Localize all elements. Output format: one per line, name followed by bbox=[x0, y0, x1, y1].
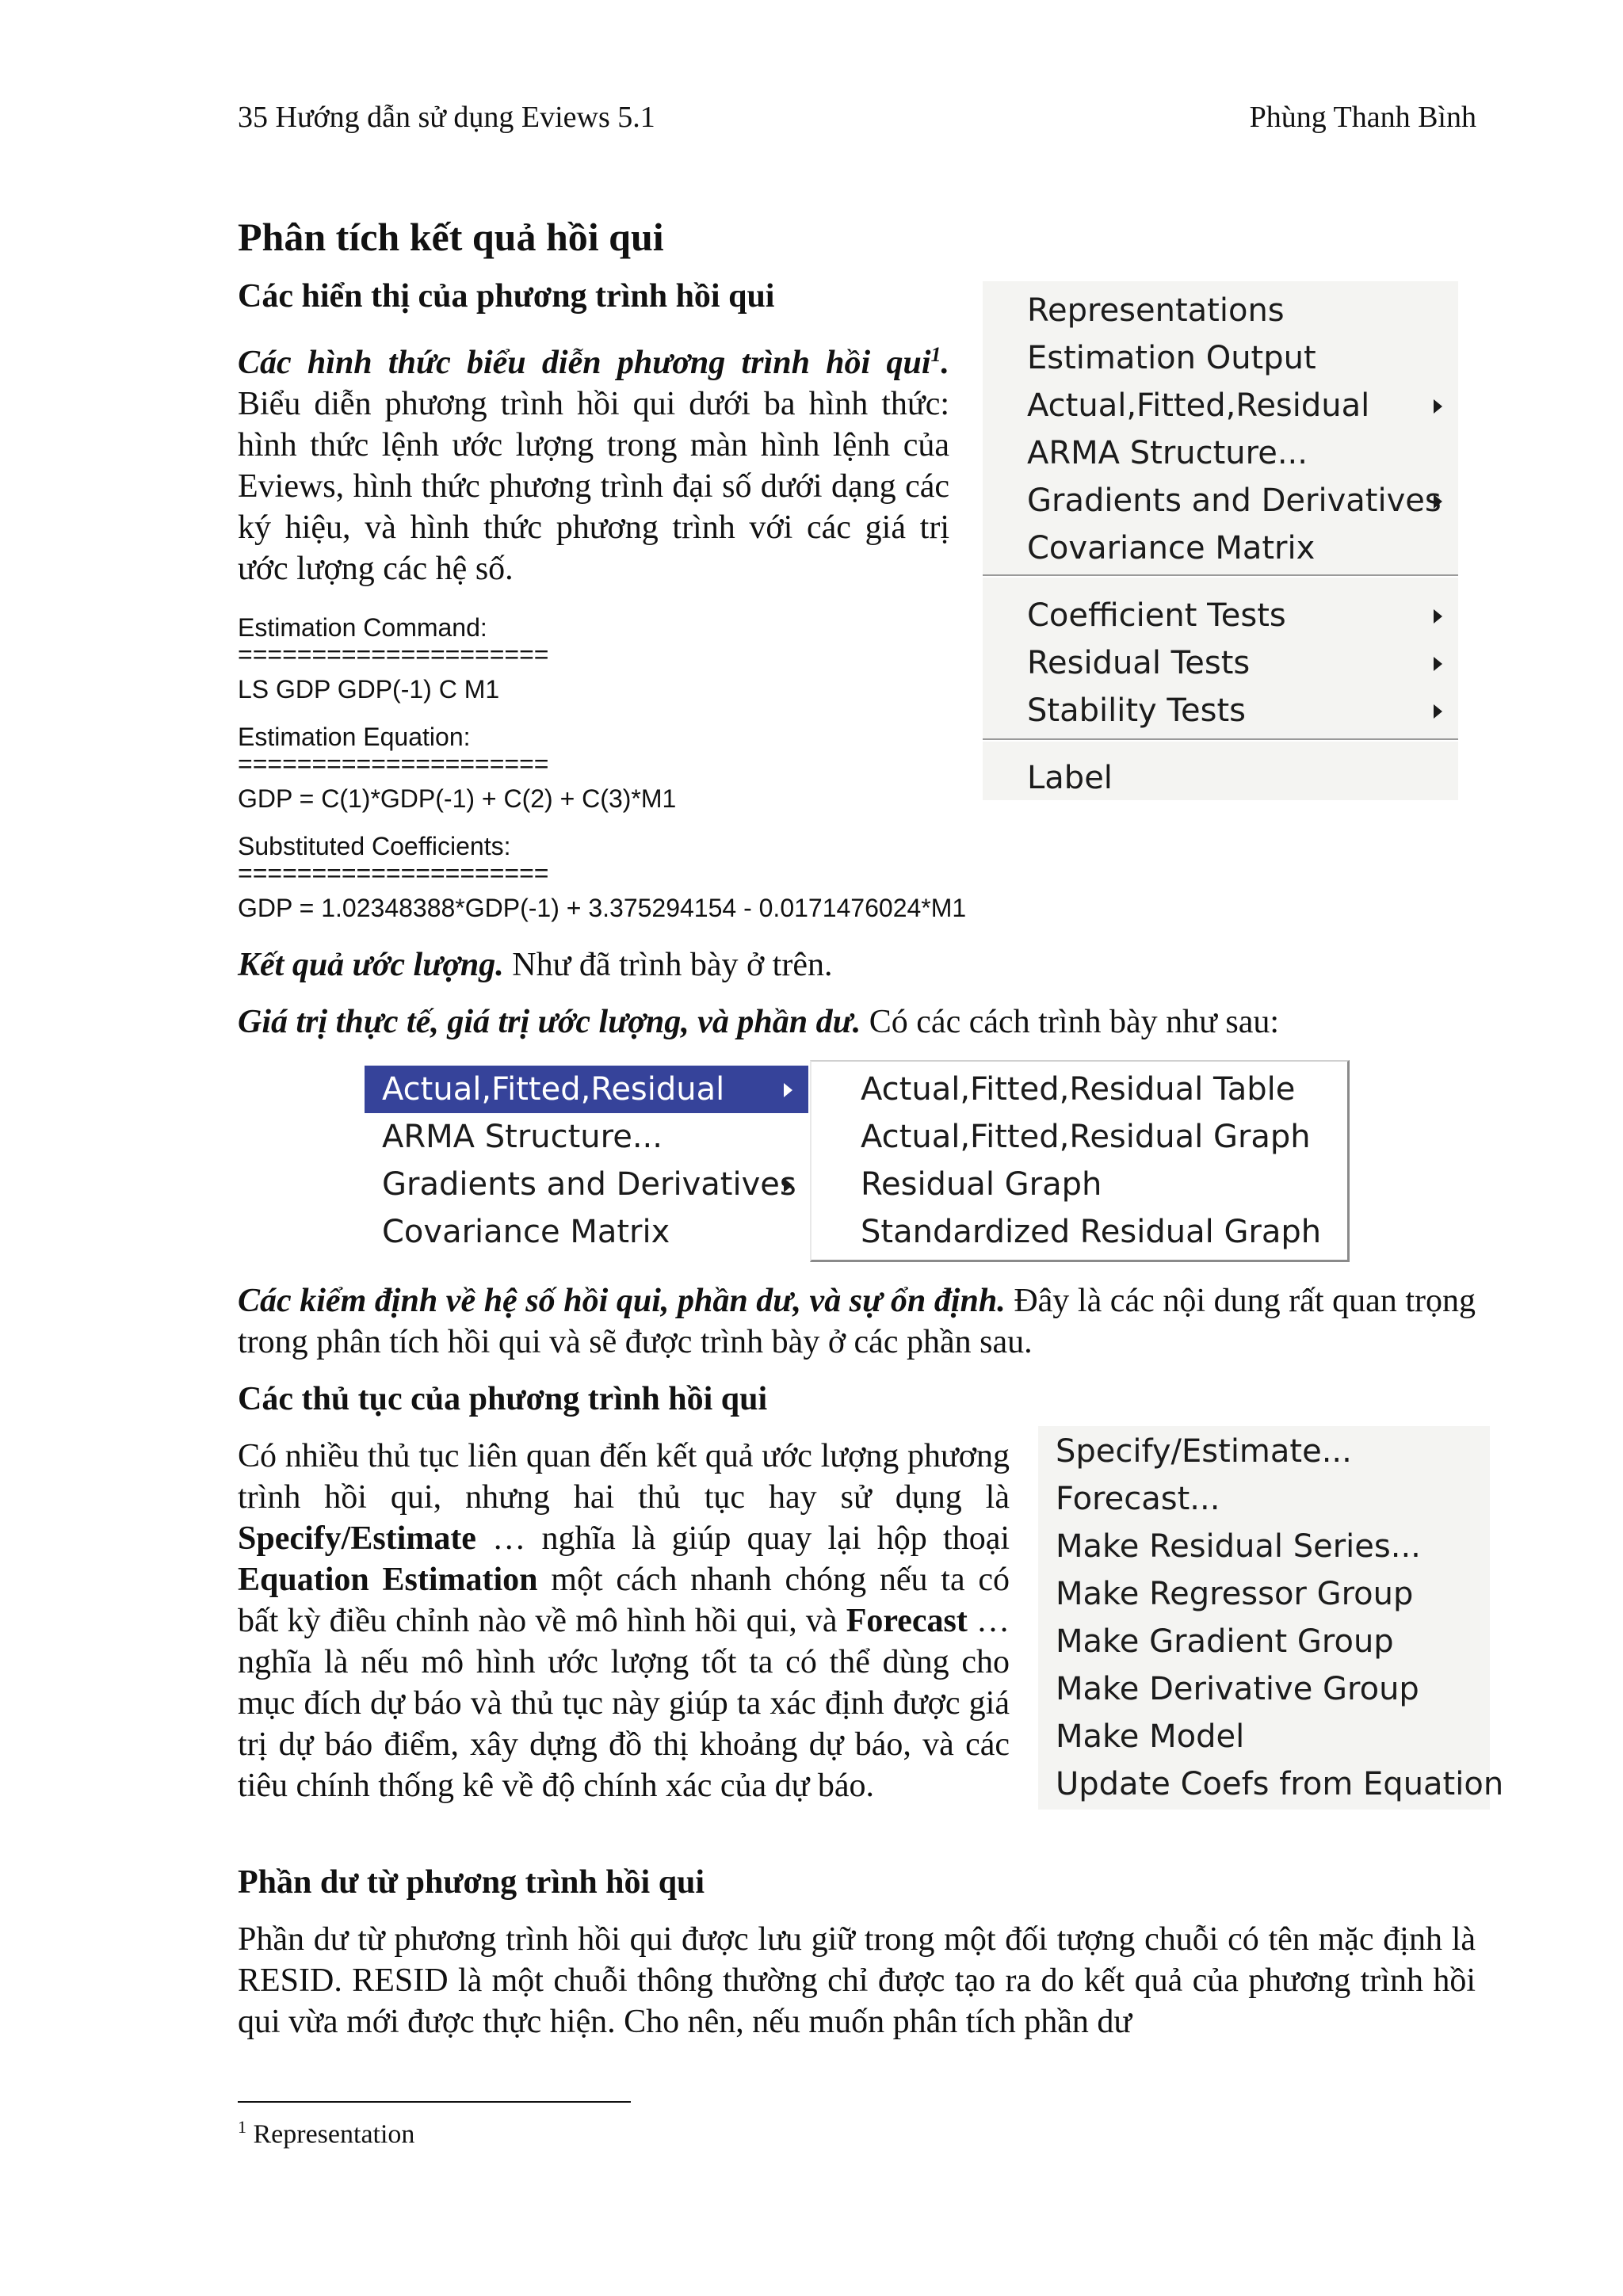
menu-item-residual-tests[interactable]: Residual Tests bbox=[983, 639, 1458, 687]
procs-menu bbox=[1038, 1426, 1504, 1810]
estimation-output-paragraph bbox=[238, 944, 1474, 986]
menu-item-make-derivative-group[interactable]: Make Derivative Group bbox=[1056, 1671, 1419, 1707]
page-header-right: Phùng Thanh Bình bbox=[1249, 101, 1476, 134]
section-heading-residuals: Phần dư từ phương trình hồi qui bbox=[238, 1864, 705, 1901]
menu-item-make-residual-series[interactable]: Make Residual Series... bbox=[1056, 1528, 1421, 1565]
actual-fitted-residual-paragraph bbox=[238, 1001, 1474, 1043]
forecast-term: Forecast bbox=[846, 1603, 968, 1639]
actual-fitted-residual-title: Giá trị thực tế, giá trị ước lượng, và phần dư. bbox=[238, 1004, 861, 1040]
substituted-coefficients-title: Substituted Coefficients: bbox=[238, 832, 511, 860]
menu-item-arma-structure[interactable]: ARMA Structure... bbox=[382, 1119, 663, 1155]
equation-estimation-term: Equation Estimation bbox=[238, 1562, 538, 1598]
section-heading-procs: Các thủ tục của phương trình hồi qui bbox=[238, 1381, 768, 1417]
submenu-arrow-icon bbox=[1434, 657, 1442, 671]
menu-item-residual-graph[interactable]: Residual Graph bbox=[861, 1166, 1102, 1203]
view-menu bbox=[983, 281, 1458, 800]
footnote bbox=[238, 2117, 414, 2149]
menu-item-gradients-derivatives[interactable]: Gradients and Derivatives bbox=[1027, 482, 1442, 519]
menu-item-make-gradient-group[interactable]: Make Gradient Group bbox=[1056, 1623, 1394, 1660]
estimation-output-text: Như đã trình bày ở trên. bbox=[503, 947, 833, 983]
residuals-paragraph: Phần dư từ phương trình hồi qui được lưu giữ trong một đối tượng chuỗi có tên mặc định là RESID. RESID là một chuỗi thông thường chỉ được tạo ra do kết quả của phương trình hồi qui vừa mới được thực hiện. Cho nên, nếu muốn phân tích phần dư bbox=[238, 1921, 1476, 2040]
menu-item-actual-fitted-residual[interactable]: Actual,Fitted,Residual bbox=[983, 382, 1458, 429]
footnote-text: Representation bbox=[253, 2119, 415, 2149]
procs-paragraph: Có nhiều thủ tục liên quan đến kết quả ước lượng phương trình hồi qui, nhưng hai thủ tục hay sử dụng là Specify/Estimate … nghĩa là giúp quay lại hộp thoại Equation Estimation một cách nhanh chóng nếu ta có bất kỳ điều chỉnh nào về mô hình hồi qui, và Forecast … nghĩa là nếu mô hình ước lượng tốt ta có thể dùng cho mục đích dự báo và thủ tục này giúp ta xác định được giá trị dự báo điểm, xây dựng đồ thị khoảng dự báo, và các tiêu chính thống kê về độ chính xác của dự báo. bbox=[238, 1438, 1010, 1804]
afr-submenu bbox=[810, 1060, 1350, 1262]
footnote-rule bbox=[238, 2101, 631, 2103]
menu-item-covariance-matrix[interactable]: Covariance Matrix bbox=[382, 1214, 670, 1250]
estimation-equation-title: Estimation Equation: bbox=[238, 723, 471, 751]
submenu-arrow-icon bbox=[784, 1178, 792, 1192]
menu-item-arma-structure[interactable]: ARMA Structure... bbox=[1027, 435, 1308, 471]
menu-item-update-coefs[interactable]: Update Coefs from Equation bbox=[1056, 1766, 1504, 1802]
menu-item-make-regressor-group[interactable]: Make Regressor Group bbox=[1056, 1576, 1414, 1612]
estimation-command-title: Estimation Command: bbox=[238, 613, 487, 642]
tests-text: Đây là các nội dung rất quan trọng trong phân tích hồi qui và sẽ được trình bày ở các phần sau. bbox=[238, 1283, 1476, 1360]
menu-item-specify-estimate[interactable]: Specify/Estimate... bbox=[1056, 1433, 1352, 1470]
representations-title: Các hình thức biểu diễn phương trình hồi qui bbox=[238, 345, 931, 381]
menu-item-afr-graph[interactable]: Actual,Fitted,Residual Graph bbox=[861, 1119, 1311, 1155]
estimation-equation-rule: ===================== bbox=[238, 749, 549, 778]
menu-item-forecast[interactable]: Forecast... bbox=[1056, 1481, 1220, 1517]
estimation-output-title: Kết quả ước lượng. bbox=[238, 947, 504, 983]
menu-item-actual-fitted-residual-selected[interactable]: Actual,Fitted,Residual bbox=[365, 1066, 808, 1113]
page-title: Phân tích kết quả hồi qui bbox=[238, 215, 664, 259]
submenu-arrow-icon bbox=[1434, 494, 1442, 509]
section-heading-views: Các hiển thị của phương trình hồi qui bbox=[238, 278, 775, 315]
page-header-left: 35 Hướng dẫn sử dụng Eviews 5.1 bbox=[238, 101, 655, 134]
menu-item-afr-table[interactable]: Actual,Fitted,Residual Table bbox=[861, 1071, 1296, 1108]
footnote-number: 1 bbox=[238, 2117, 246, 2137]
menu-item-stability-tests[interactable]: Stability Tests bbox=[983, 687, 1458, 734]
tests-paragraph bbox=[238, 1280, 1476, 1363]
tests-title: Các kiểm định về hệ số hồi qui, phần dư, và sự ổn định. bbox=[238, 1283, 1006, 1319]
substituted-coefficients: GDP = 1.02348388*GDP(-1) + 3.375294154 - 0.0171476024*M1 bbox=[238, 894, 967, 922]
submenu-arrow-icon bbox=[1434, 609, 1442, 624]
menu-item-coefficient-tests[interactable]: Coefficient Tests bbox=[983, 592, 1458, 639]
submenu-arrow-icon bbox=[784, 1083, 792, 1097]
menu-item-label[interactable]: Label bbox=[1027, 760, 1113, 796]
menu-item-covariance-matrix[interactable]: Covariance Matrix bbox=[1027, 530, 1316, 566]
menu-item-gradients-derivatives[interactable]: Gradients and Derivatives bbox=[382, 1166, 796, 1203]
menu-separator bbox=[983, 574, 1458, 578]
menu-item-estimation-output[interactable]: Estimation Output bbox=[1027, 340, 1316, 376]
representations-paragraph: Các hình thức biểu diễn phương trình hồi qui$^1$. Biểu diễn phương trình hồi qui dưới ba hình thức: hình thức lệnh ước lượng trong màn hình lệnh của Eviews, hình thức phương trình đại số dưới dạng các ký hiệu, và hình thức phương trình với các giá trị ước lượng các hệ số. bbox=[238, 343, 949, 587]
representations-text: Biểu diễn phương trình hồi qui dưới ba hình thức: hình thức lệnh ước lượng trong màn hình lệnh của Eviews, hình thức phương trình đại số dưới dạng các ký hiệu, và hình thức phương trình với các giá trị ước lượng các hệ số. bbox=[238, 386, 949, 587]
estimation-command: LS GDP GDP(-1) C M1 bbox=[238, 675, 500, 704]
footnote-ref: 1 bbox=[930, 343, 941, 366]
afr-left-menu bbox=[365, 1062, 808, 1260]
menu-item-representations[interactable]: Representations bbox=[1027, 292, 1285, 329]
submenu-arrow-icon bbox=[1434, 399, 1442, 414]
estimation-equation: GDP = C(1)*GDP(-1) + C(2) + C(3)*M1 bbox=[238, 784, 677, 813]
menu-separator bbox=[983, 738, 1458, 742]
specify-estimate-term: Specify/Estimate bbox=[238, 1520, 476, 1557]
estimation-command-rule: ===================== bbox=[238, 640, 549, 669]
menu-item-make-model[interactable]: Make Model bbox=[1056, 1718, 1245, 1755]
actual-fitted-residual-text: Có các cách trình bày như sau: bbox=[861, 1004, 1280, 1040]
substituted-coefficients-rule: ===================== bbox=[238, 859, 549, 887]
menu-item-standardized-residual-graph[interactable]: Standardized Residual Graph bbox=[861, 1214, 1322, 1250]
submenu-arrow-icon bbox=[1434, 704, 1442, 719]
